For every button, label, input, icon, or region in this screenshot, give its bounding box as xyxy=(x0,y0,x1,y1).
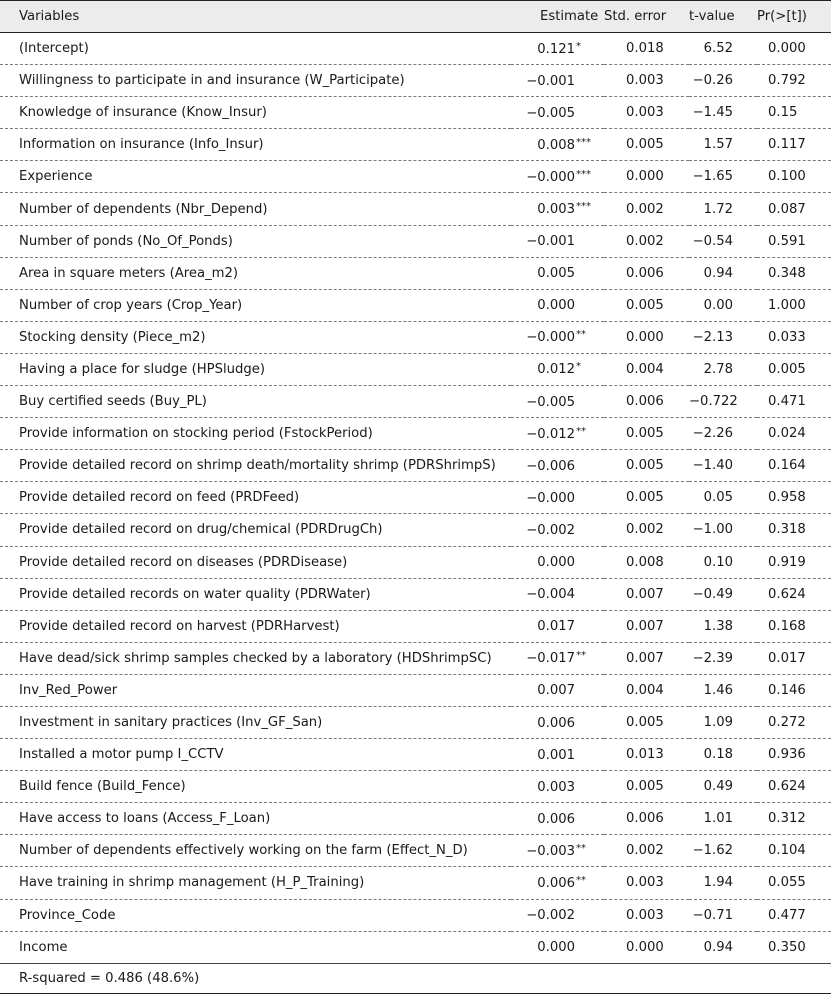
table-row xyxy=(0,65,831,97)
variable-cell: Provide information on stocking period (FstockPeriod) xyxy=(0,418,511,450)
header-row xyxy=(0,1,831,33)
estimate-cell xyxy=(511,193,604,225)
estimate-cell xyxy=(511,899,604,931)
p-value-cell: 0.104 xyxy=(757,835,831,867)
estimate-value: −0.001 xyxy=(526,73,575,89)
std-error-cell: 0.005 xyxy=(604,706,689,738)
variable-cell: Number of crop years (Crop_Year) xyxy=(0,289,511,321)
p-value-cell: 0.164 xyxy=(757,450,831,482)
std-error-cell: 0.002 xyxy=(604,225,689,257)
variable-cell: Build fence (Build_Fence) xyxy=(0,771,511,803)
variable-cell: Income xyxy=(0,931,511,963)
t-value-cell: 0.49 xyxy=(689,771,757,803)
footer-row xyxy=(0,963,831,993)
estimate-cell xyxy=(511,289,604,321)
table-row xyxy=(0,835,831,867)
t-value-cell: 0.10 xyxy=(689,546,757,578)
t-value-cell: 1.72 xyxy=(689,193,757,225)
std-error-cell: 0.007 xyxy=(604,642,689,674)
variable-cell: Provide detailed record on feed (PRDFeed) xyxy=(0,482,511,514)
t-value-cell: −1.45 xyxy=(689,97,757,129)
table-row xyxy=(0,578,831,610)
estimate-value: −0.005 xyxy=(526,105,575,121)
table-row xyxy=(0,193,831,225)
estimate-cell xyxy=(511,129,604,161)
p-value-cell: 0.055 xyxy=(757,867,831,899)
t-value-cell: 1.09 xyxy=(689,706,757,738)
table-row xyxy=(0,706,831,738)
std-error-cell: 0.003 xyxy=(604,867,689,899)
estimate-value: −0.002 xyxy=(526,908,575,924)
variable-cell: Knowledge of insurance (Know_Insur) xyxy=(0,97,511,129)
variable-cell: Inv_Red_Power xyxy=(0,674,511,706)
std-error-cell: 0.006 xyxy=(604,803,689,835)
estimate-cell xyxy=(511,97,604,129)
table-row xyxy=(0,161,831,193)
std-error-cell: 0.000 xyxy=(604,321,689,353)
p-value-cell: 0.117 xyxy=(757,129,831,161)
t-value-cell: 0.94 xyxy=(689,931,757,963)
t-value-cell: 6.52 xyxy=(689,33,757,65)
std-error-cell: 0.004 xyxy=(604,674,689,706)
table-body xyxy=(0,33,831,964)
variable-cell: Area in square meters (Area_m2) xyxy=(0,257,511,289)
t-value-cell: −1.40 xyxy=(689,450,757,482)
p-value-cell: 0.000 xyxy=(757,33,831,65)
estimate-cell xyxy=(511,674,604,706)
std-error-cell: 0.005 xyxy=(604,129,689,161)
variable-cell: Provide detailed record on drug/chemical (PDRDrugCh) xyxy=(0,514,511,546)
p-value-cell: 0.624 xyxy=(757,578,831,610)
p-value-cell: 0.168 xyxy=(757,610,831,642)
std-error-cell: 0.006 xyxy=(604,386,689,418)
t-value-cell: −0.49 xyxy=(689,578,757,610)
table-row xyxy=(0,899,831,931)
header-t-value: t-value xyxy=(689,1,757,33)
header-estimate: Estimate xyxy=(511,1,604,33)
table-row xyxy=(0,931,831,963)
estimate-cell xyxy=(511,867,604,899)
table-row xyxy=(0,97,831,129)
estimate-value: 0.006 xyxy=(537,715,575,731)
header-std-error: Std. error xyxy=(604,1,689,33)
estimate-value: 0.000 xyxy=(537,940,575,956)
estimate-cell xyxy=(511,803,604,835)
estimate-cell xyxy=(511,546,604,578)
significance-stars: ** xyxy=(576,425,586,437)
std-error-cell: 0.002 xyxy=(604,193,689,225)
estimate-cell xyxy=(511,706,604,738)
significance-stars: *** xyxy=(576,168,591,180)
estimate-value: 0.017 xyxy=(537,619,575,635)
t-value-cell: 0.94 xyxy=(689,257,757,289)
significance-stars: ** xyxy=(576,329,586,341)
table-header xyxy=(0,1,831,33)
estimate-cell xyxy=(511,739,604,771)
table-row xyxy=(0,514,831,546)
table-row xyxy=(0,418,831,450)
t-value-cell: −2.39 xyxy=(689,642,757,674)
std-error-cell: 0.007 xyxy=(604,578,689,610)
p-value-cell: 0.348 xyxy=(757,257,831,289)
p-value-cell: 0.958 xyxy=(757,482,831,514)
variable-cell: Province_Code xyxy=(0,899,511,931)
p-value-cell: 0.792 xyxy=(757,65,831,97)
p-value-cell: 0.005 xyxy=(757,353,831,385)
t-value-cell: 1.01 xyxy=(689,803,757,835)
estimate-value: 0.003 xyxy=(537,202,575,218)
variable-cell: Number of ponds (No_Of_Ponds) xyxy=(0,225,511,257)
table-row xyxy=(0,610,831,642)
estimate-value: 0.000 xyxy=(537,555,575,571)
significance-stars: *** xyxy=(576,201,591,213)
variable-cell: Number of dependents effectively working on the farm (Effect_N_D) xyxy=(0,835,511,867)
std-error-cell: 0.005 xyxy=(604,482,689,514)
estimate-cell xyxy=(511,225,604,257)
estimate-value: −0.004 xyxy=(526,587,575,603)
estimate-value: −0.000 xyxy=(526,330,575,346)
estimate-value: −0.003 xyxy=(526,843,575,859)
header-variables: Variables xyxy=(0,1,511,33)
table-row xyxy=(0,353,831,385)
std-error-cell: 0.007 xyxy=(604,610,689,642)
estimate-cell xyxy=(511,418,604,450)
estimate-value: −0.012 xyxy=(526,426,575,442)
p-value-cell: 0.591 xyxy=(757,225,831,257)
estimate-cell xyxy=(511,353,604,385)
t-value-cell: −0.26 xyxy=(689,65,757,97)
p-value-cell: 0.624 xyxy=(757,771,831,803)
p-value-cell: 0.087 xyxy=(757,193,831,225)
variable-cell: Information on insurance (Info_Insur) xyxy=(0,129,511,161)
table-row xyxy=(0,674,831,706)
std-error-cell: 0.003 xyxy=(604,899,689,931)
estimate-value: 0.006 xyxy=(537,811,575,827)
std-error-cell: 0.002 xyxy=(604,514,689,546)
table-row xyxy=(0,546,831,578)
p-value-cell: 0.318 xyxy=(757,514,831,546)
t-value-cell: 1.38 xyxy=(689,610,757,642)
estimate-cell xyxy=(511,578,604,610)
estimate-cell xyxy=(511,65,604,97)
significance-stars: *** xyxy=(576,136,591,148)
p-value-cell: 0.024 xyxy=(757,418,831,450)
p-value-cell: 0.350 xyxy=(757,931,831,963)
estimate-value: −0.002 xyxy=(526,522,575,538)
t-value-cell: −0.71 xyxy=(689,899,757,931)
estimate-value: 0.000 xyxy=(537,298,575,314)
t-value-cell: 1.94 xyxy=(689,867,757,899)
header-p-value: Pr(>[t]) xyxy=(757,1,831,33)
table-row xyxy=(0,739,831,771)
t-value-cell: 2.78 xyxy=(689,353,757,385)
t-value-cell: −1.00 xyxy=(689,514,757,546)
estimate-cell xyxy=(511,835,604,867)
significance-stars: * xyxy=(576,361,581,373)
significance-stars: ** xyxy=(576,874,586,886)
estimate-value: −0.000 xyxy=(526,490,575,506)
variable-cell: Have dead/sick shrimp samples checked by a laboratory (HDShrimpSC) xyxy=(0,642,511,674)
p-value-cell: 0.033 xyxy=(757,321,831,353)
std-error-cell: 0.006 xyxy=(604,257,689,289)
estimate-cell xyxy=(511,931,604,963)
std-error-cell: 0.005 xyxy=(604,289,689,321)
table-row xyxy=(0,321,831,353)
variable-cell: Have training in shrimp management (H_P_Training) xyxy=(0,867,511,899)
t-value-cell: 0.05 xyxy=(689,482,757,514)
significance-stars: ** xyxy=(576,650,586,662)
variable-cell: Having a place for sludge (HPSludge) xyxy=(0,353,511,385)
variable-cell: Provide detailed record on shrimp death/mortality shrimp (PDRShrimpS) xyxy=(0,450,511,482)
estimate-value: −0.017 xyxy=(526,651,575,667)
estimate-value: −0.006 xyxy=(526,458,575,474)
table-row xyxy=(0,771,831,803)
estimate-value: 0.008 xyxy=(537,137,575,153)
variable-cell: Have access to loans (Access_F_Loan) xyxy=(0,803,511,835)
t-value-cell: −0.54 xyxy=(689,225,757,257)
estimate-cell xyxy=(511,161,604,193)
table-row xyxy=(0,225,831,257)
variable-cell: Buy certified seeds (Buy_PL) xyxy=(0,386,511,418)
std-error-cell: 0.000 xyxy=(604,931,689,963)
p-value-cell: 0.312 xyxy=(757,803,831,835)
t-value-cell: −1.65 xyxy=(689,161,757,193)
p-value-cell: 0.919 xyxy=(757,546,831,578)
estimate-value: 0.005 xyxy=(537,266,575,282)
variable-cell: Willingness to participate in and insurance (W_Participate) xyxy=(0,65,511,97)
table-row xyxy=(0,482,831,514)
variable-cell: Experience xyxy=(0,161,511,193)
p-value-cell: 0.936 xyxy=(757,739,831,771)
estimate-cell xyxy=(511,771,604,803)
table-row xyxy=(0,386,831,418)
std-error-cell: 0.005 xyxy=(604,418,689,450)
t-value-cell: 0.18 xyxy=(689,739,757,771)
table-row xyxy=(0,33,831,65)
variable-cell: Provide detailed record on harvest (PDRHarvest) xyxy=(0,610,511,642)
std-error-cell: 0.008 xyxy=(604,546,689,578)
t-value-cell: −0.722 xyxy=(689,386,757,418)
table-row xyxy=(0,257,831,289)
estimate-value: −0.001 xyxy=(526,234,575,250)
p-value-cell: 0.477 xyxy=(757,899,831,931)
estimate-value: −0.000 xyxy=(526,169,575,185)
variable-cell: Installed a motor pump I_CCTV xyxy=(0,739,511,771)
variable-cell: Number of dependents (Nbr_Depend) xyxy=(0,193,511,225)
estimate-value: 0.006 xyxy=(537,875,575,891)
p-value-cell: 0.471 xyxy=(757,386,831,418)
std-error-cell: 0.005 xyxy=(604,450,689,482)
estimate-cell xyxy=(511,642,604,674)
r-squared-note: R-squared = 0.486 (48.6%) xyxy=(0,963,831,993)
std-error-cell: 0.005 xyxy=(604,771,689,803)
t-value-cell: −1.62 xyxy=(689,835,757,867)
p-value-cell: 0.017 xyxy=(757,642,831,674)
estimate-value: 0.012 xyxy=(537,362,575,378)
estimate-cell xyxy=(511,482,604,514)
estimate-value: 0.001 xyxy=(537,747,575,763)
variable-cell: (Intercept) xyxy=(0,33,511,65)
t-value-cell: 1.46 xyxy=(689,674,757,706)
p-value-cell: 0.146 xyxy=(757,674,831,706)
table-row xyxy=(0,289,831,321)
p-value-cell: 1.000 xyxy=(757,289,831,321)
estimate-value: 0.121 xyxy=(537,41,575,57)
estimate-cell xyxy=(511,386,604,418)
estimate-cell xyxy=(511,610,604,642)
table-row xyxy=(0,803,831,835)
std-error-cell: 0.000 xyxy=(604,161,689,193)
std-error-cell: 0.018 xyxy=(604,33,689,65)
variable-cell: Investment in sanitary practices (Inv_GF_San) xyxy=(0,706,511,738)
p-value-cell: 0.15 xyxy=(757,97,831,129)
t-value-cell: 1.57 xyxy=(689,129,757,161)
std-error-cell: 0.013 xyxy=(604,739,689,771)
estimate-cell xyxy=(511,514,604,546)
estimate-cell xyxy=(511,257,604,289)
std-error-cell: 0.003 xyxy=(604,65,689,97)
estimate-cell xyxy=(511,33,604,65)
t-value-cell: 0.00 xyxy=(689,289,757,321)
estimate-cell xyxy=(511,321,604,353)
t-value-cell: −2.26 xyxy=(689,418,757,450)
table-row xyxy=(0,129,831,161)
table-row xyxy=(0,867,831,899)
variable-cell: Provide detailed records on water quality (PDRWater) xyxy=(0,578,511,610)
significance-stars: * xyxy=(576,40,581,52)
significance-stars: ** xyxy=(576,842,586,854)
t-value-cell: −2.13 xyxy=(689,321,757,353)
estimate-cell xyxy=(511,450,604,482)
std-error-cell: 0.002 xyxy=(604,835,689,867)
std-error-cell: 0.004 xyxy=(604,353,689,385)
table-row xyxy=(0,450,831,482)
table-footer xyxy=(0,963,831,993)
p-value-cell: 0.272 xyxy=(757,706,831,738)
table-row xyxy=(0,642,831,674)
estimate-value: −0.005 xyxy=(526,394,575,410)
estimate-value: 0.007 xyxy=(537,683,575,699)
p-value-cell: 0.100 xyxy=(757,161,831,193)
variable-cell: Stocking density (Piece_m2) xyxy=(0,321,511,353)
variable-cell: Provide detailed record on diseases (PDRDisease) xyxy=(0,546,511,578)
estimate-value: 0.003 xyxy=(537,779,575,795)
std-error-cell: 0.003 xyxy=(604,97,689,129)
